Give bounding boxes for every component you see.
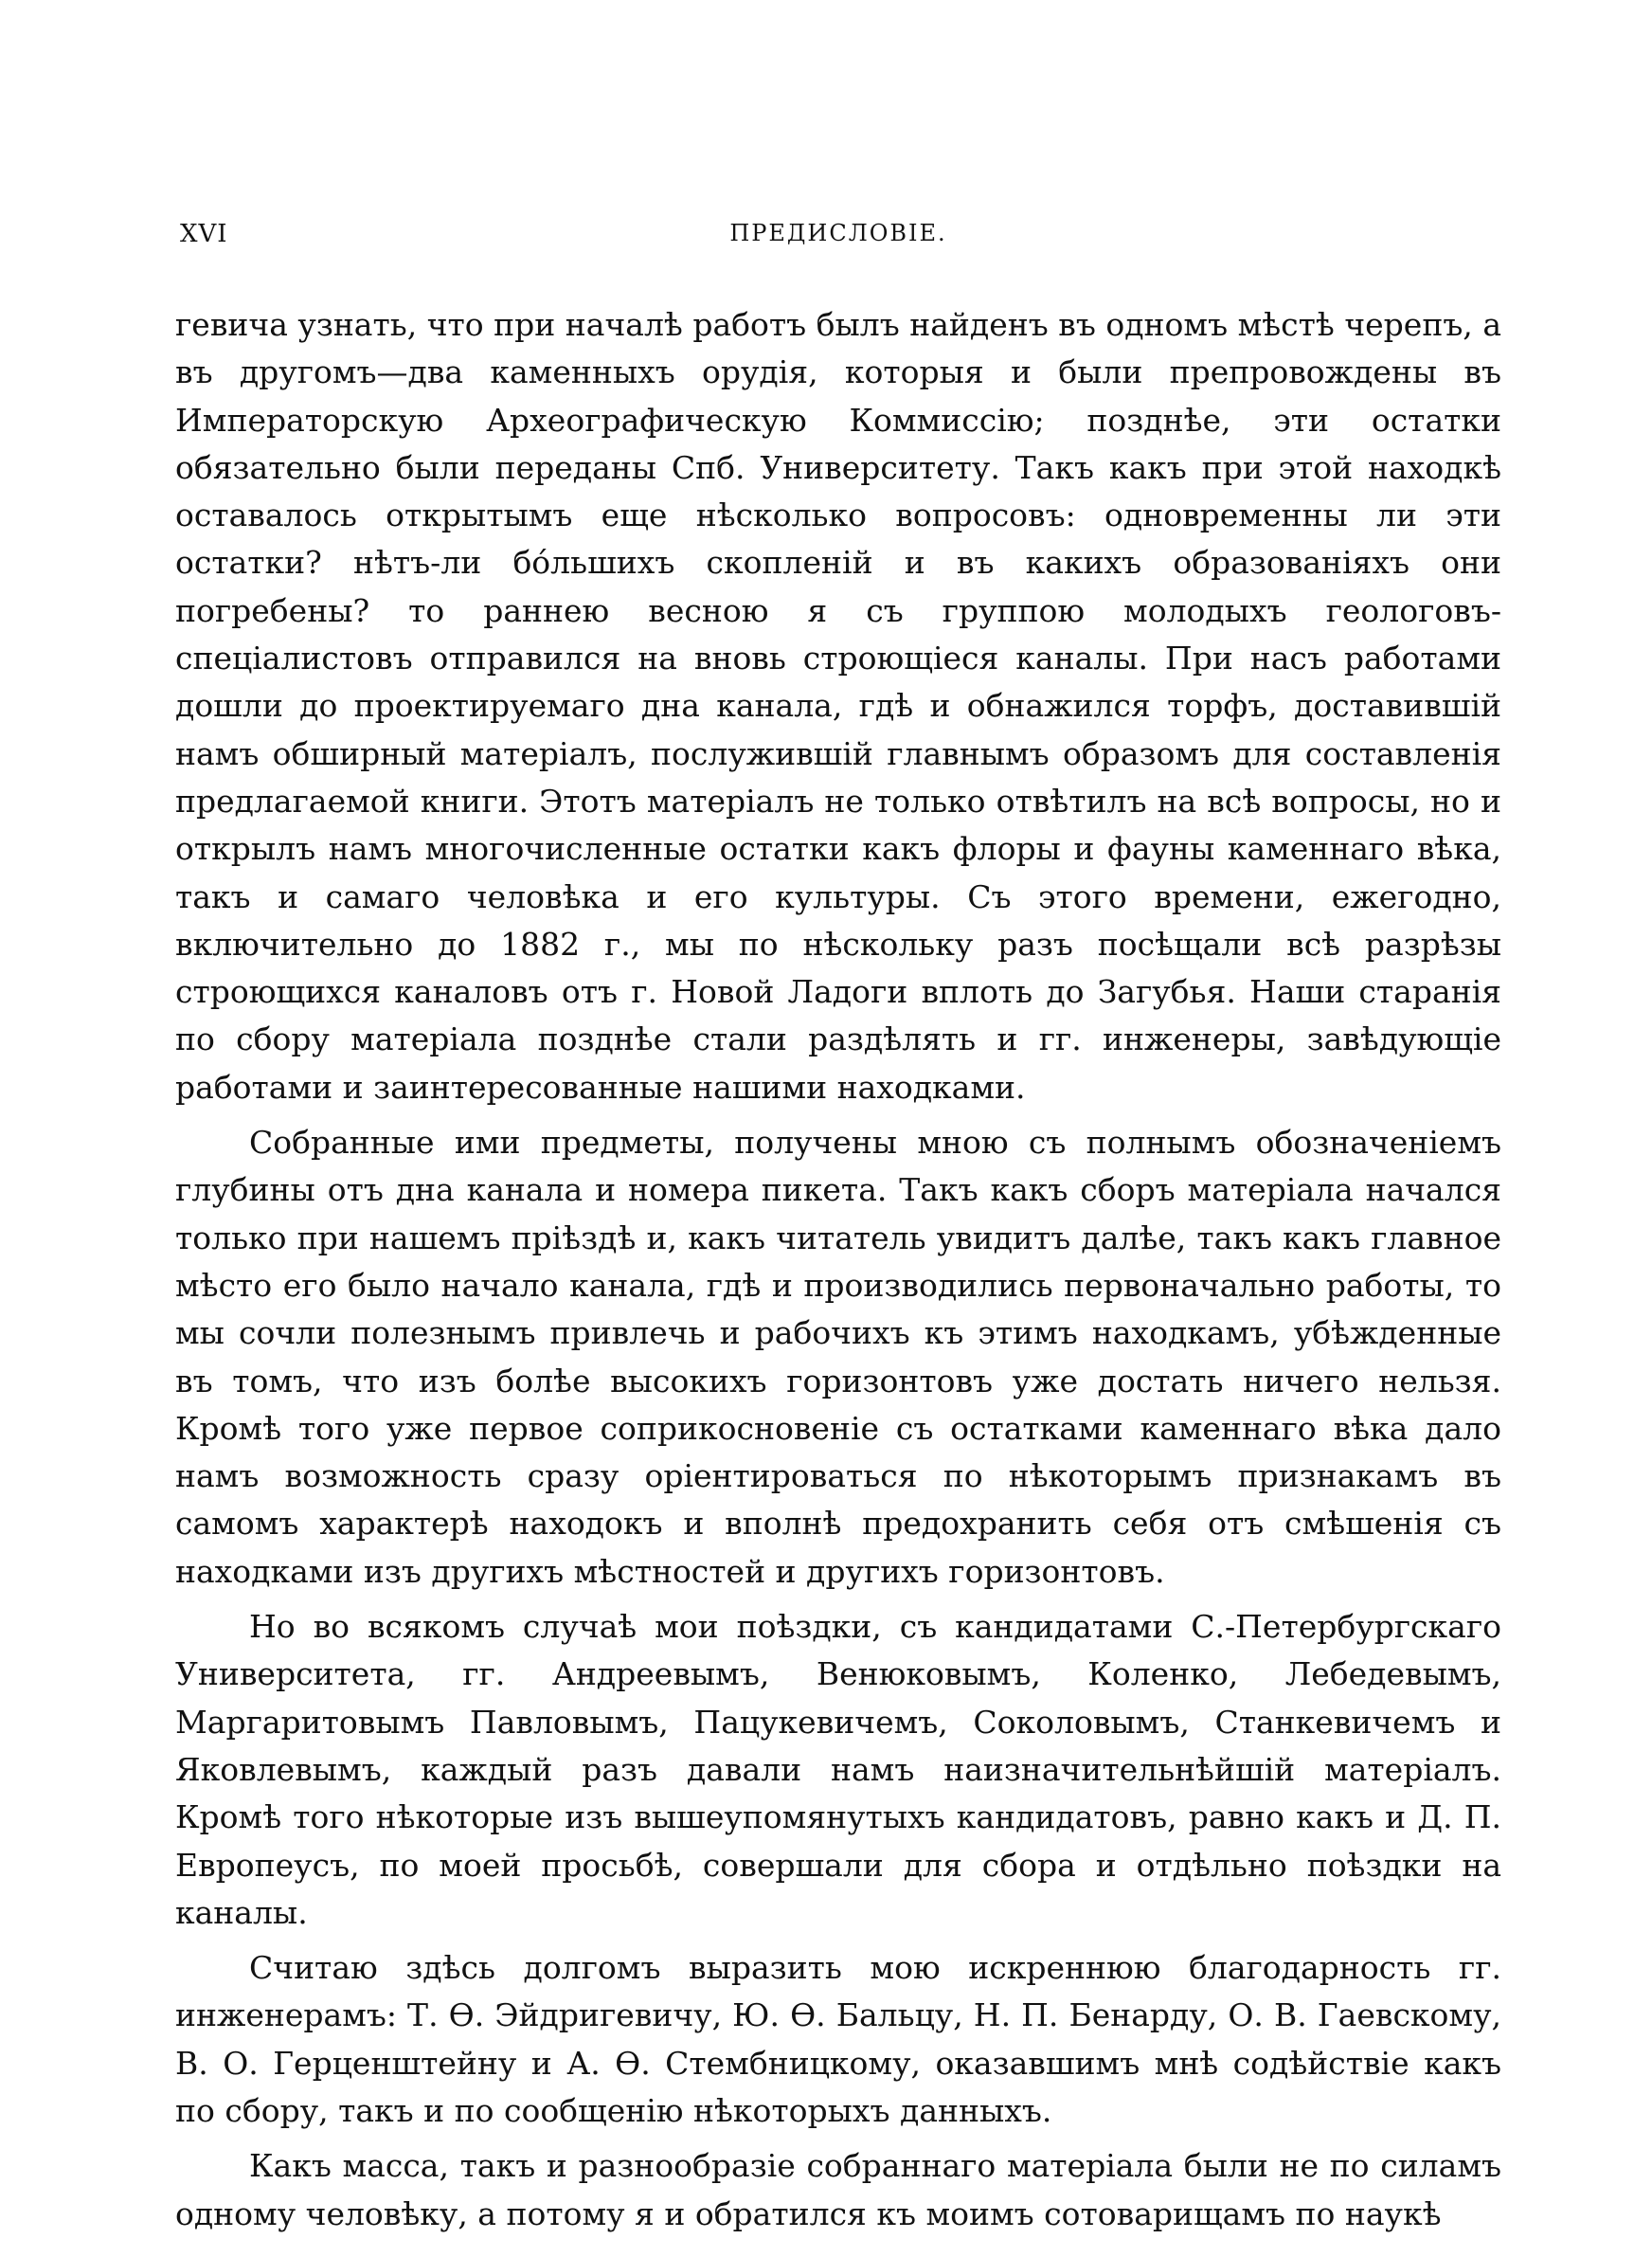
book-page	[175, 210, 1501, 2232]
running-title: ПРЕДИСЛОВІЕ.	[729, 220, 947, 246]
paragraph-3: Но во всякомъ случаѣ мои поѣздки, съ кандидатами С.-Петербургскаго Университета, гг. Андреевымъ, Венюковымъ, Коленко, Лебедевымъ, Маргаритовымъ Павловымъ, Пацукевичемъ, Соколовымъ, Станкевичемъ и Яковлевымъ, каждый разъ давали намъ наизначительнѣйшій матеріалъ. Кромѣ того нѣкоторые изъ вышеупомянутыхъ кандидатовъ, равно какъ и Д. П. Европеусъ, по моей просьбѣ, совершали для сбора и отдѣльно поѣздки на каналы.	[175, 1608, 1501, 1931]
paragraph-1: гевича узнать, что при началѣ работъ былъ найденъ въ одномъ мѣстѣ черепъ, а въ другомъ—два каменныхъ орудія, которыя и были препровождены въ Императорскую Археографическую Коммиссію; позднѣе, эти остатки обязательно были переданы Спб. Университету. Такъ какъ при этой находкѣ оставалось открытымъ еще нѣсколько вопросовъ: одновременны ли эти остатки? нѣтъ-ли бо́льшихъ скопленій и въ какихъ образованіяхъ они погребены? то раннею весною я съ группою молодыхъ геологовъ-спеціалистовъ отправился на вновь строющіеся каналы. При насъ работами дошли до проектируемаго дна канала, гдѣ и обнажился торфъ, доставившій намъ обширный матеріалъ, послужившій главнымъ образомъ для составленія предлагаемой книги. Этотъ матеріалъ не только отвѣтилъ на всѣ вопросы, но и открылъ намъ многочисленные остатки какъ флоры и фауны каменнаго вѣка, такъ и самаго человѣка и его культуры. Съ этого времени, ежегодно, включительно до 1882 г., мы по нѣскольку разъ посѣщали всѣ разрѣзы строющихся каналовъ отъ г. Новой Ладоги вплоть до Загубья. Наши старанія по сбору матеріала позднѣе стали раздѣлять и гг. инженеры, завѣдующіе работами и заинтересованные нашими находками.	[175, 306, 1501, 1106]
paragraph-5: Какъ масса, такъ и разнообразіе собраннаго матеріала были не по силамъ одному человѣку, а потому я и обратился къ моимъ сотоварищамъ по наукѣ	[175, 2147, 1501, 2232]
body-text	[175, 301, 1501, 2238]
paragraph-2: Собранные ими предметы, получены мною съ полнымъ обозначеніемъ глубины отъ дна канала и номера пикета. Такъ какъ сборъ матеріала начался только при нашемъ пріѣздѣ и, какъ читатель увидитъ далѣе, такъ какъ главное мѣсто его было начало канала, гдѣ и производились первоначально работы, то мы сочли полезнымъ привлечь и рабочихъ къ этимъ находкамъ, убѣжденные въ томъ, что изъ болѣе высокихъ горизонтовъ уже достать ничего нельзя. Кромѣ того уже первое соприкосновеніе съ остатками каменнаго вѣка дало намъ возможность сразу оріентироваться по нѣкоторымъ признакамъ въ самомъ характерѣ находокъ и вполнѣ предохранить себя отъ смѣшенія съ находками изъ другихъ мѣстностей и другихъ горизонтовъ.	[175, 1124, 1501, 1590]
running-head	[175, 210, 1501, 267]
page-number: XVI	[180, 220, 228, 248]
paragraph-4: Считаю здѣсь долгомъ выразить мою искреннюю благодарность гг. инженерамъ: Т. Ѳ. Эйдригевичу, Ю. Ѳ. Бальцу, Н. П. Бенарду, О. В. Гаевскому, В. О. Герценштейну и А. Ѳ. Стембницкому, оказавшимъ мнѣ содѣйствіе какъ по сбору, такъ и по сообщенію нѣкоторыхъ данныхъ.	[175, 1949, 1501, 2129]
